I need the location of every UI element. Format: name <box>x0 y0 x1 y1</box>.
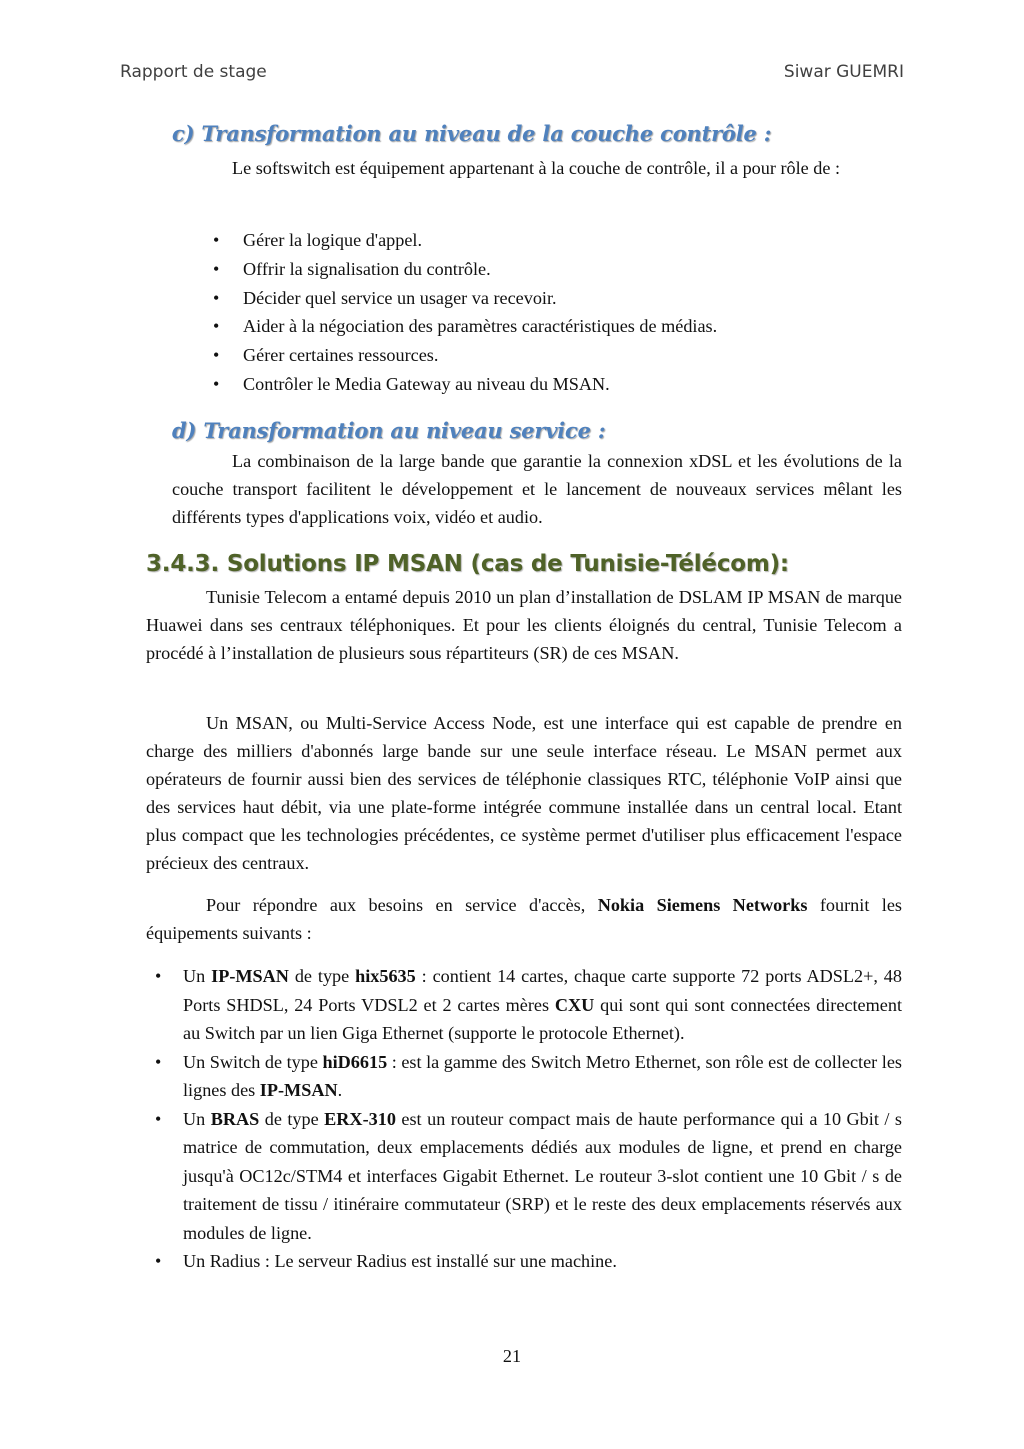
header-left: Rapport de stage <box>120 62 267 82</box>
list-item: • Offrir la signalisation du contrôle. <box>213 255 903 284</box>
list-item-bras: • Un BRAS de type ERX-310 est un routeur compact mais de haute performance qui a 10 Gbit / s matrice de commutation, deux emplacements dédiés aux modules de ligne, et prend en charge jusqu'à OC12c/STM4 et interfaces Gigabit Ethernet. Le routeur 3-slot contient une 10 Gbit / s de traitement de tissu / itinéraire commutateur (SRP) et le reste des deux emplacements réservés aux modules de ligne. <box>146 1105 902 1248</box>
heading-section-d: d) Transformation au niveau service : <box>172 418 606 443</box>
section-c-list <box>213 226 903 399</box>
list-item-ip-msan: • Un IP-MSAN de type hix5635 : contient 14 cartes, chaque carte supporte 72 ports ADSL2+, 48 Ports SHDSL, 24 Ports VDSL2 et 2 cartes mères CXU qui sont qui sont connectées directement au Switch par un lien Giga Ethernet (supporte le protocole Ethernet). <box>146 962 902 1048</box>
page-number: 21 <box>502 1346 522 1366</box>
list-item: • Gérer certaines ressources. <box>213 341 903 370</box>
page-header <box>120 62 904 88</box>
list-item-radius: • Un Radius : Le serveur Radius est installé sur une machine. <box>146 1247 902 1276</box>
equipment-list <box>146 962 902 1276</box>
list-item: • Contrôler le Media Gateway au niveau du MSAN. <box>213 370 903 399</box>
list-item: • Gérer la logique d'appel. <box>213 226 903 255</box>
header-right: Siwar GUEMRI <box>783 62 904 82</box>
paragraph-nsn-equipment: Pour répondre aux besoins en service d'accès, Nokia Siemens Networks fournit les équipements suivants : <box>146 895 902 943</box>
section-d-text: La combinaison de la large bande que garantie la connexion xDSL et les évolutions de la couche transport facilitent le développement et le lancement de nouveaux services mêlant les différents types d'applications voix, vidéo et audio. <box>172 451 902 527</box>
list-item: • Aider à la négociation des paramètres caractéristiques de médias. <box>213 312 903 341</box>
paragraph-tunisie-telecom: Tunisie Telecom a entamé depuis 2010 un plan d’installation de DSLAM IP MSAN de marque Huawei dans ses centraux téléphoniques. Et pour les clients éloignés du central, Tunisie Telecom a procédé à l’installation de plusieurs sous répartiteurs (SR) de ces MSAN. <box>146 587 902 663</box>
list-item-switch: • Un Switch de type hiD6615 : est la gamme des Switch Metro Ethernet, son rôle est de collecter les lignes des IP-MSAN. <box>146 1048 902 1105</box>
heading-section-343: 3.4.3. Solutions IP MSAN (cas de Tunisie-Télécom): <box>146 551 789 577</box>
list-item: • Décider quel service un usager va recevoir. <box>213 284 903 313</box>
paragraph-msan-definition: Un MSAN, ou Multi-Service Access Node, est une interface qui est capable de prendre en charge des milliers d'abonnés large bande sur une seule interface réseau. Le MSAN permet aux opérateurs de fournir aussi bien des services de téléphonie classiques RTC, téléphonie VoIP ainsi que des services haut débit, via une plate-forme intégrée commune installée dans un central local. Etant plus compact que les technologies précédentes, ce système permet d'utiliser plus efficacement l'espace précieux des centraux. <box>146 713 902 873</box>
bold-nokia-siemens: Nokia Siemens Networks <box>597 895 808 915</box>
heading-section-c: c) Transformation au niveau de la couche contrôle : <box>172 121 772 146</box>
section-c-intro: Le softswitch est équipement appartenant à la couche de contrôle, il a pour rôle de : <box>232 158 841 178</box>
